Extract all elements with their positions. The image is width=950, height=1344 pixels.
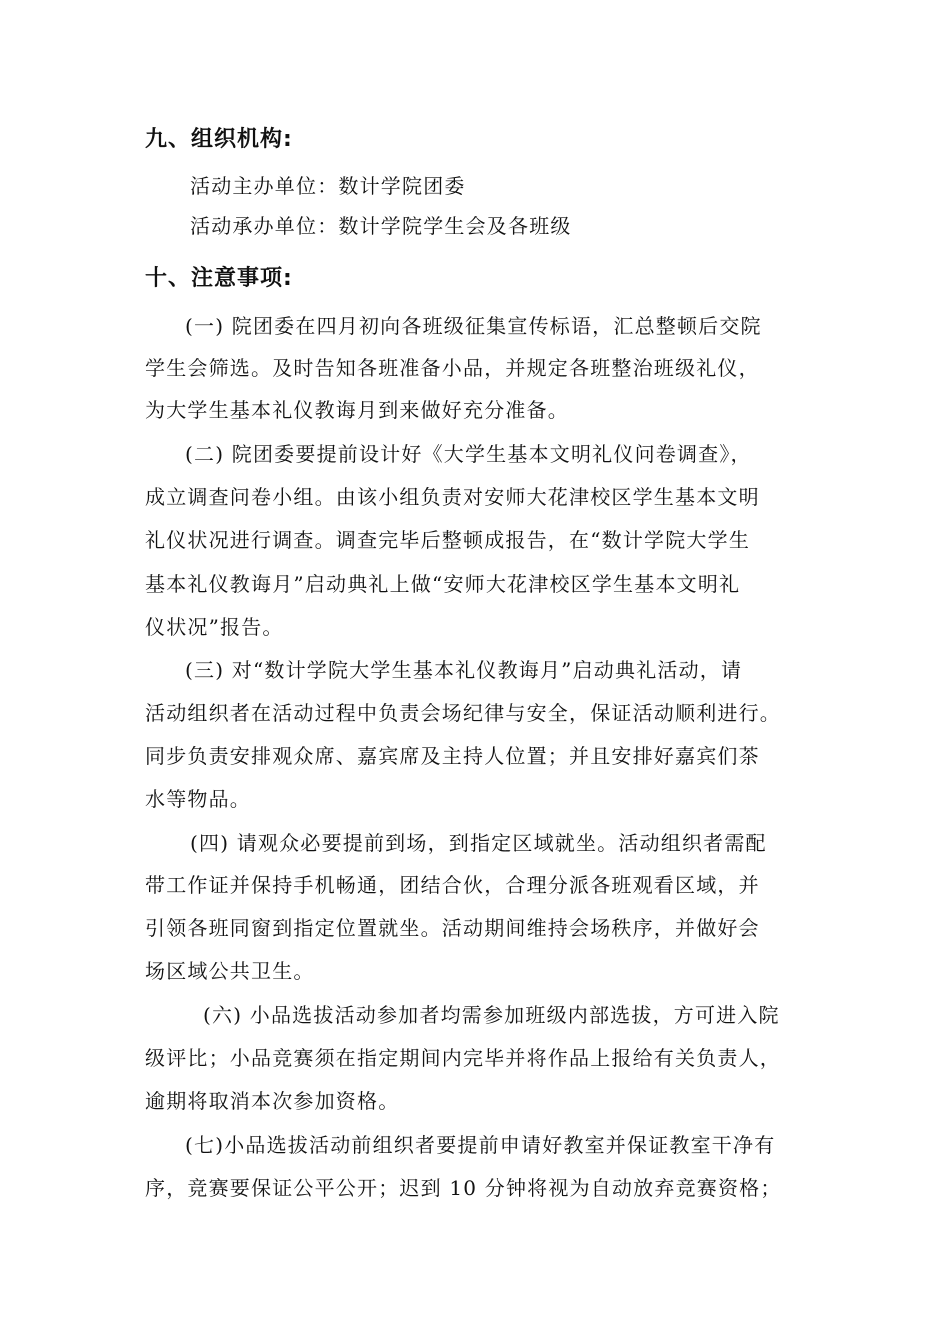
item-4-line-2: 带工作证并保持手机畅通，团结合伙，合理分派各班观看区域，并 bbox=[145, 873, 760, 897]
item-2-line-4: 基本礼仪教诲月”启动典礼上做“安师大花津校区学生基本文明礼 bbox=[145, 572, 741, 596]
item-2-line-2: 成立调查问卷小组。由该小组负责对安师大花津校区学生基本文明 bbox=[145, 485, 760, 509]
item-6-line-2: 级评比；小品竞赛须在指定期间内完毕并将作品上报给有关负责人， bbox=[145, 1046, 781, 1070]
item-1-line-2: 学生会筛选。及时告知各班准备小品，并规定各班整治班级礼仪， bbox=[145, 356, 760, 380]
item-3-line-4: 水等物品。 bbox=[145, 787, 251, 811]
item-4-line-3: 引领各班同窗到指定位置就坐。活动期间维持会场秩序，并做好会 bbox=[145, 916, 760, 940]
item-3-line-2: 活动组织者在活动过程中负责会场纪律与安全，保证活动顺利进行。 bbox=[145, 701, 781, 725]
item-2-line-3: 礼仪状况进行调查。调查完毕后整顿成报告，在“数计学院大学生 bbox=[145, 528, 751, 552]
section-9-heading: 九、组织机构: bbox=[145, 127, 293, 152]
item-7-line-2: 序，竞赛要保证公平公开；迟到 10 分钟将视为自动放弃竞赛资格； bbox=[145, 1176, 782, 1200]
item-7-line-1: (七)小品选拔活动前组织者要提前申请好教室并保证教室干净有 bbox=[185, 1133, 776, 1157]
item-4-line-4: 场区域公共卫生。 bbox=[145, 959, 315, 983]
item-6-line-3: 逾期将取消本次参加资格。 bbox=[145, 1089, 400, 1113]
item-2-line-5: 仪状况”报告。 bbox=[145, 615, 284, 639]
item-3-line-1: (三) 对“数计学院大学生基本礼仪教诲月”启动典礼活动，请 bbox=[185, 658, 743, 682]
item-1-line-1: (一) 院团委在四月初向各班级征集宣传标语，汇总整顿后交院 bbox=[185, 314, 762, 338]
item-1-line-3: 为大学生基本礼仪教诲月到来做好充分准备。 bbox=[145, 398, 569, 422]
organizer-unit-line: 活动承办单位：数计学院学生会及各班级 bbox=[190, 214, 572, 238]
item-3-line-3: 同步负责安排观众席、嘉宾席及主持人位置；并且安排好嘉宾们茶 bbox=[145, 744, 760, 768]
item-4-line-1: (四) 请观众必要提前到场，到指定区域就坐。活动组织者需配 bbox=[190, 831, 767, 855]
section-10-heading: 十、注意事项: bbox=[145, 266, 293, 291]
host-unit-line: 活动主办单位：数计学院团委 bbox=[190, 174, 466, 198]
item-2-line-1: (二) 院团委要提前设计好《大学生基本文明礼仪问卷调查》， bbox=[185, 442, 752, 466]
item-6-line-1: (六) 小品选拔活动参加者均需参加班级内部选拔，方可进入院 bbox=[203, 1003, 780, 1027]
